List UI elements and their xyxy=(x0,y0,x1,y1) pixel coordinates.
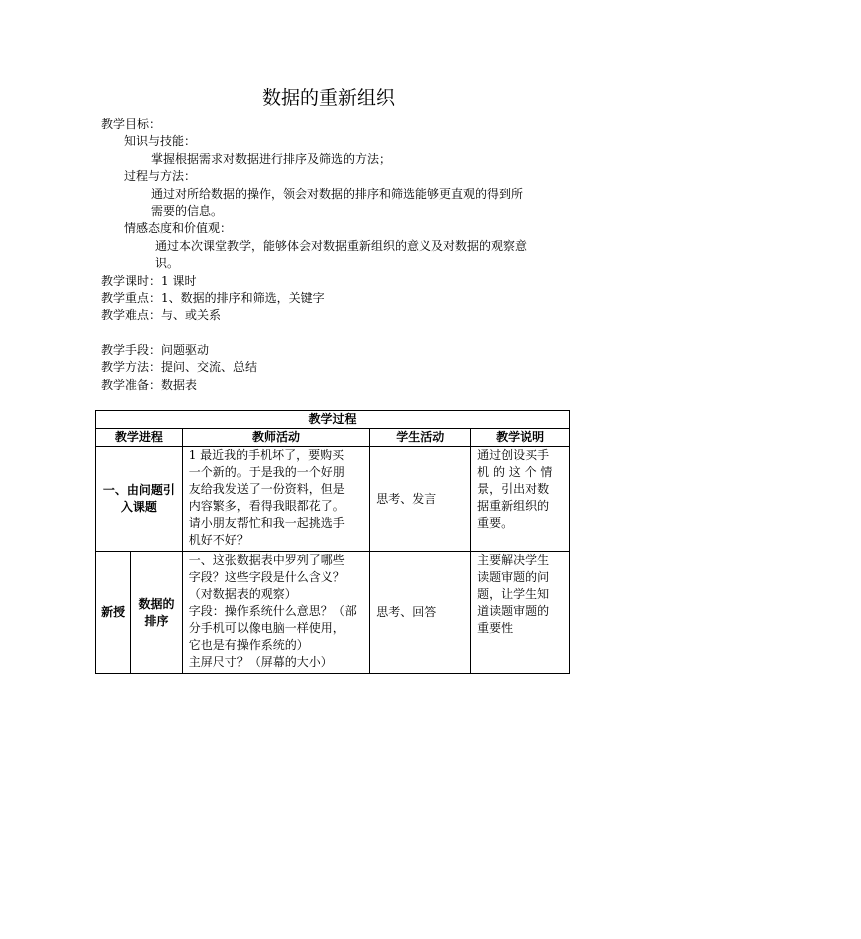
teacher-activity-intro xyxy=(182,447,370,552)
text-line: 通过创设买手 xyxy=(477,448,550,462)
text-line: 1 最近我的手机坏了，要购买 xyxy=(188,448,345,462)
header-stage: 教学进程 xyxy=(96,429,183,447)
teacher-activity-sorting xyxy=(182,552,370,674)
text-line: 一个新的。于是我的一个好朋 xyxy=(188,465,345,479)
stage-intro: 一、由问题引入课题 xyxy=(96,447,183,552)
emotion-text-line-2: 识。 xyxy=(155,256,180,270)
emotion-text-line-1: 通过本次课堂教学，能够体会对数据重新组织的意义及对数据的观察意 xyxy=(155,239,528,253)
teaching-methods: 教学方法：提问、交流、总结 xyxy=(101,360,258,374)
text-line: 读题审题的问 xyxy=(477,570,550,584)
text-line: 主要解决学生 xyxy=(477,553,550,567)
stage-data-sorting: 数据的排序 xyxy=(131,552,182,674)
text-line: 道读题审题的 xyxy=(477,604,550,618)
table-row xyxy=(96,447,570,552)
teaching-process-table xyxy=(95,410,570,674)
text-line: 据重新组织的 xyxy=(477,499,550,513)
table-title: 教学过程 xyxy=(96,411,570,429)
text-line: 分手机可以像电脑一样使用， xyxy=(188,621,345,635)
teaching-means: 教学手段：问题驱动 xyxy=(101,343,210,357)
teaching-preparation: 教学准备：数据表 xyxy=(101,378,198,392)
explanation-intro xyxy=(471,447,570,552)
text-line: 内容繁多，看得我眼都花了。 xyxy=(188,499,345,513)
text-line: 机好不好？ xyxy=(188,533,249,547)
student-activity-intro: 思考、发言 xyxy=(370,447,471,552)
process-text-line-2: 需要的信息。 xyxy=(151,204,224,218)
process-text-line-1: 通过对所给数据的操作，领会对数据的排序和筛选能够更直观的得到所 xyxy=(151,187,524,201)
text-line: 重要。 xyxy=(477,516,514,530)
table-header-row xyxy=(96,429,570,447)
text-line: 景，引出对数 xyxy=(477,482,550,496)
text-line: 机 的 这 个 情 xyxy=(477,465,553,479)
header-student-activity: 学生活动 xyxy=(370,429,471,447)
student-activity-sorting: 思考、回答 xyxy=(370,552,471,674)
text-line: 它也是有操作系统的） xyxy=(188,638,309,652)
text-line: 一、这张数据表中罗列了哪些 xyxy=(188,553,345,567)
table-row xyxy=(96,552,570,674)
text-line: 友给我发送了一份资料，但是 xyxy=(188,482,345,496)
key-points: 教学重点：1、数据的排序和筛选，关键字 xyxy=(101,291,325,305)
knowledge-label: 知识与技能： xyxy=(124,134,197,148)
table-title-row xyxy=(96,411,570,429)
text-line: 主屏尺寸？（屏幕的大小） xyxy=(188,655,333,669)
header-teacher-activity: 教师活动 xyxy=(182,429,370,447)
text-line: 请小朋友帮忙和我一起挑选手 xyxy=(188,516,345,530)
text-line: 题，让学生知 xyxy=(477,587,550,601)
stage-new-lesson: 新授 xyxy=(96,552,131,674)
teaching-hours: 教学课时：1 课时 xyxy=(101,274,197,288)
explanation-sorting xyxy=(471,552,570,674)
text-line: 字段：操作系统什么意思？（部 xyxy=(188,604,357,618)
process-label: 过程与方法： xyxy=(124,169,197,183)
objectives-label: 教学目标： xyxy=(101,117,162,131)
text-line: （对数据表的观察） xyxy=(188,587,297,601)
text-line: 字段？这些字段是什么含义？ xyxy=(188,570,345,584)
text-line: 重要性 xyxy=(477,621,514,635)
header-explanation: 教学说明 xyxy=(471,429,570,447)
knowledge-text: 掌握根据需求对数据进行排序及筛选的方法； xyxy=(151,152,392,166)
emotion-label: 情感态度和价值观： xyxy=(124,221,233,235)
difficult-points: 教学难点：与、或关系 xyxy=(101,308,222,322)
document-title: 数据的重新组织 xyxy=(262,87,396,109)
